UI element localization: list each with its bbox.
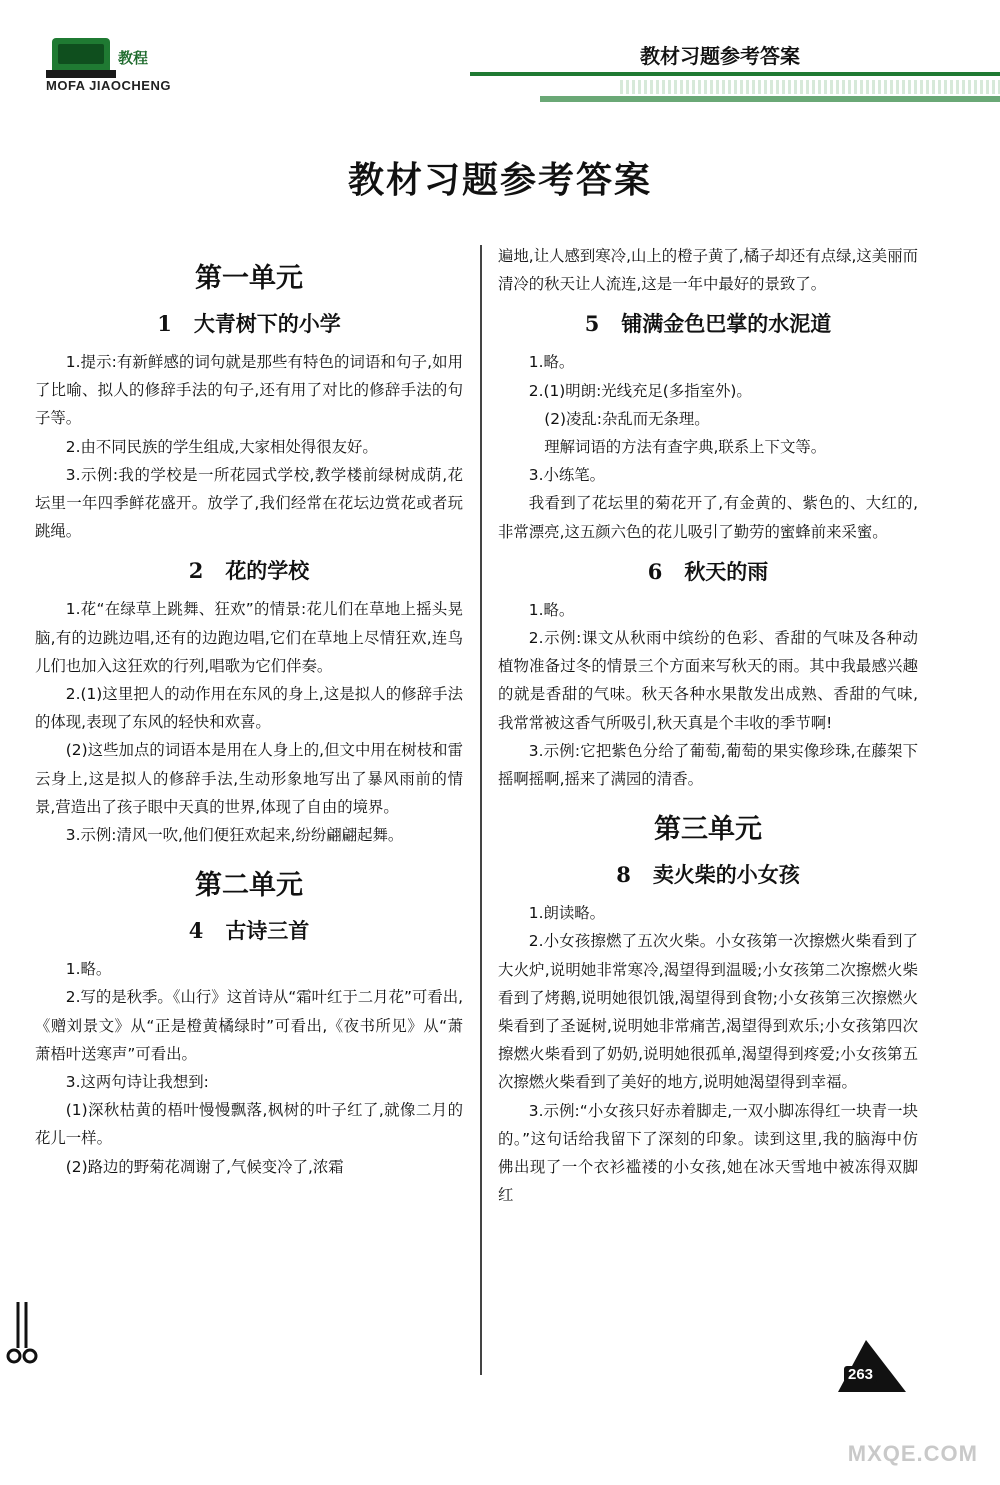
answer-paragraph: 1.略。: [528, 353, 575, 372]
scissors-icon: [4, 1300, 44, 1370]
lesson-number: 8: [616, 862, 631, 888]
unit-heading: 第二单元: [195, 870, 303, 902]
lesson-title: 花的学校: [225, 559, 310, 584]
column-divider: [480, 245, 482, 1375]
right-column: [498, 242, 918, 1209]
lesson-heading: [498, 558, 918, 586]
answer-paragraph: 1.略。: [65, 960, 112, 979]
answer-paragraph: 2.(1)这里把人的动作用在东风的身上,这是拟人的修辞手法的体现,表现了东风的轻快和欢喜。: [35, 685, 463, 732]
answer-paragraph: 3.这两句诗让我想到:: [65, 1073, 209, 1092]
answer-paragraph: (2)这些加点的词语本是用在人身上的,但文中用在树枝和雷云身上,这是拟人的修辞手法,生动形象地写出了暴风雨前的情景,营造出了孩子眼中天真的世界,体现了自由的境界。: [35, 741, 463, 816]
lesson-title: 大青树下的小学: [193, 312, 341, 336]
answer-paragraph: 遍地,让人感到寒冷,山上的橙子黄了,橘子却还有点绿,这美丽而清冷的秋天让人流连,这是一年中最好的景致了。: [498, 247, 918, 294]
answer-paragraph: 2.小女孩擦燃了五次火柴。小女孩第一次擦燃火柴看到了大火炉,说明她非常寒冷,渴望得到温暖;小女孩第二次擦燃火柴看到了烤鹅,说明她很饥饿,渴望得到食物;小女孩第三次擦燃火柴看到了圣诞树,说明她非常痛苦,渴望得到欢乐;小女孩第四次擦燃火柴看到了奶奶,说明她很孤单,渴望得到疼爱;小女孩第五次擦燃火柴看到了美好的地方,说明她渴望得到幸福。: [498, 932, 918, 1092]
logo-text-en: MOFA JIAOCHENG: [46, 78, 171, 93]
lesson-heading: [498, 310, 918, 338]
lesson-title: 铺满金色巴掌的水泥道: [621, 312, 832, 337]
lesson-heading: [35, 917, 463, 945]
answer-paragraph: 1.提示:有新鲜感的词句就是那些有特色的词语和句子,如用了比喻、拟人的修辞手法的句子,还有用了对比的修辞手法的句子等。: [35, 353, 463, 428]
answer-paragraph: 理解词语的方法有查字典,联系上下文等。: [544, 438, 827, 457]
answer-paragraph: 2.由不同民族的学生组成,大家相处得很友好。: [65, 437, 378, 456]
lesson-number: 2: [188, 558, 204, 584]
answer-paragraph: 2.(1)明朗:光线充足(多指室外)。: [528, 381, 752, 400]
unit-heading: 第三单元: [654, 814, 762, 846]
page-number-badge: [820, 1320, 930, 1410]
lesson-number: 1: [157, 311, 172, 336]
answer-paragraph: 3.小练笔。: [528, 466, 606, 485]
header-pattern: [620, 80, 1000, 94]
running-title: 教材习题参考答案: [640, 44, 800, 68]
lesson-number: 4: [188, 918, 204, 944]
lesson-number: 6: [647, 558, 663, 584]
page-header: [0, 0, 1000, 110]
watermark: MXQE.COM: [847, 1441, 978, 1466]
header-rule: [470, 72, 1000, 76]
answer-paragraph: 2.示例:课文从秋雨中缤纷的色彩、香甜的气味及各种动植物准备过冬的情景三个方面来写秋天的雨。其中我最感兴趣的就是香甜的气味。秋天各种水果散发出成熟、香甜的气味,我常常被这香气所吸引,秋天真是个丰收的季节啊!: [498, 629, 918, 732]
header-rule-light: [540, 96, 1000, 102]
answer-paragraph: 3.示例:我的学校是一所花园式学校,教学楼前绿树成荫,花坛里一年四季鲜花盛开。放学了,我们经常在花坛边赏花或者玩跳绳。: [35, 465, 463, 541]
answer-paragraph: (2)路边的野菊花凋谢了,气候变冷了,浓霜: [65, 1157, 344, 1176]
lesson-number: 5: [584, 311, 600, 337]
book-logo-icon: [52, 38, 110, 72]
logo-text-cn: 教程: [118, 49, 149, 67]
lesson-heading: [35, 310, 463, 338]
answer-paragraph: (2)凌乱:杂乱而无条理。: [544, 409, 710, 428]
answer-paragraph: 我看到了花坛里的菊花开了,有金黄的、紫色的、大红的,非常漂亮,这五颜六色的花儿吸引了勤劳的蜜蜂前来采蜜。: [498, 494, 918, 541]
answer-paragraph: (1)深秋枯黄的梧叶慢慢飘落,枫树的叶子红了,就像二月的花儿一样。: [35, 1101, 463, 1148]
left-column: [35, 242, 463, 1181]
answer-paragraph: 3.示例:“小女孩只好赤着脚走,一双小脚冻得红一块青一块的。”这句话给我留下了深刻的印象。读到这里,我的脑海中仿佛出现了一个衣衫褴褛的小女孩,她在冰天雪地中被冻得双脚红: [498, 1101, 918, 1205]
unit-heading: 第一单元: [195, 263, 303, 294]
lesson-heading: [35, 557, 463, 585]
page-title: 教材习题参考答案: [347, 160, 652, 201]
answer-paragraph: 3.示例:清风一吹,他们便狂欢起来,纷纷翩翩起舞。: [65, 826, 404, 845]
logo-base: [46, 70, 116, 78]
lesson-title: 秋天的雨: [684, 559, 769, 584]
answer-paragraph: 2.写的是秋季。《山行》这首诗从“霜叶红于二月花”可看出,《赠刘景文》从“正是橙黄橘绿时”可看出,《夜书所见》从“萧萧梧叶送寒声”可看出。: [35, 988, 463, 1063]
lesson-heading: [498, 861, 918, 889]
answer-paragraph: 1.朗读略。: [528, 904, 606, 923]
page-number: 263: [844, 1366, 877, 1383]
answer-paragraph: 1.花“在绿草上跳舞、狂欢”的情景:花儿们在草地上摇头晃脑,有的边跳边唱,还有的边跑边唱,它们在草地上尽情狂欢,连鸟儿们也加入这狂欢的行列,唱歌为它们伴奏。: [35, 600, 463, 675]
answer-paragraph: 3.示例:它把紫色分给了葡萄,葡萄的果实像珍珠,在藤架下摇啊摇啊,摇来了满园的清香。: [498, 741, 918, 789]
answer-paragraph: 1.略。: [528, 600, 575, 619]
lesson-title: 卖火柴的小女孩: [652, 863, 800, 888]
lesson-title: 古诗三首: [225, 919, 310, 944]
